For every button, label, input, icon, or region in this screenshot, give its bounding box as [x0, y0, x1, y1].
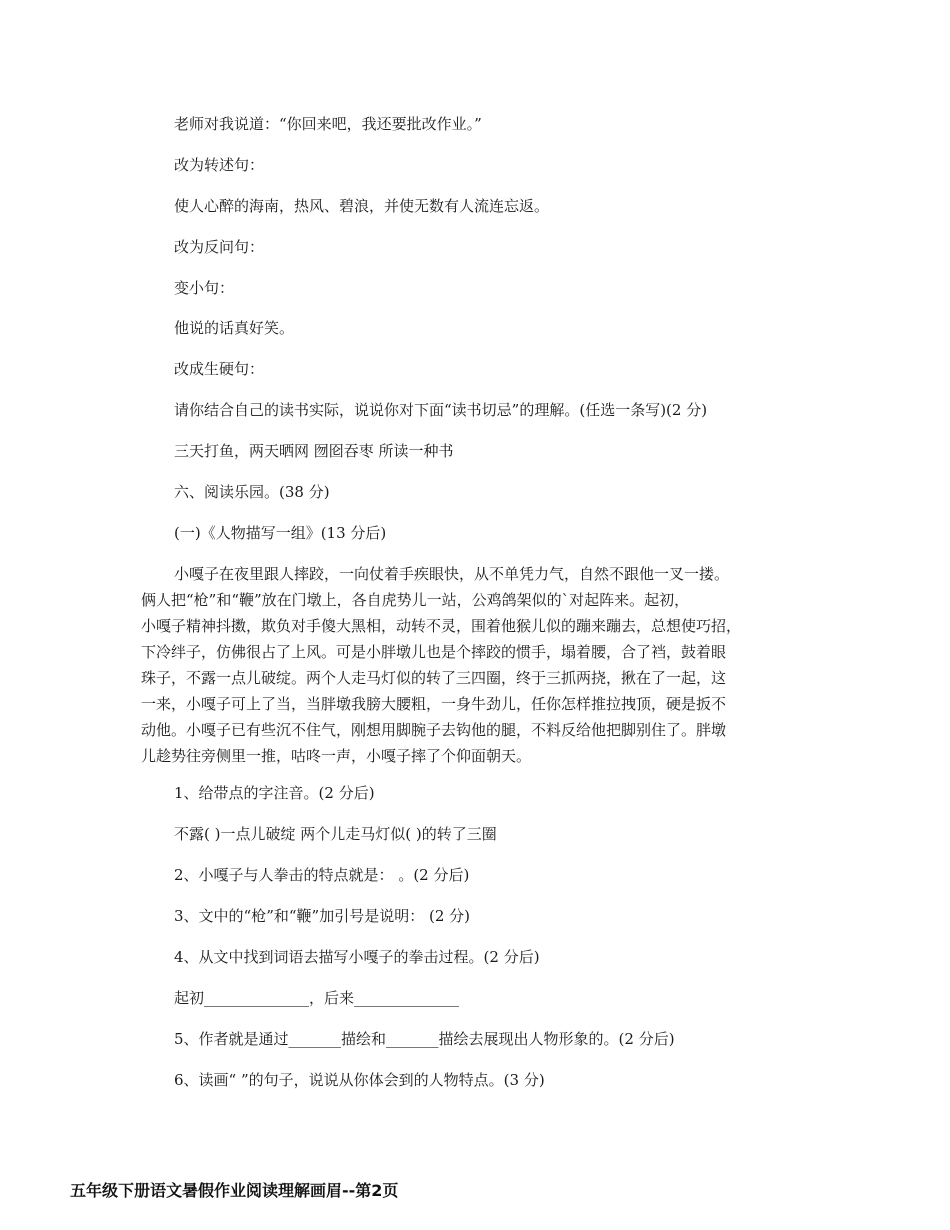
question-line: 6、读画“ ”的句子，说说从你体会到的人物特点。(3 分): [174, 1071, 545, 1089]
passage-line: 儿趁势往旁侧里一推，咕咚一声，小嘎子摔了个仰面朝天。: [141, 747, 532, 765]
question-line: 4、从文中找到词语去描写小嘎子的拳击过程。(2 分后): [174, 948, 540, 966]
reading-passage: [141, 561, 831, 769]
text-line: 改为反问句：: [174, 238, 265, 256]
text-line: 使人心醉的海南，热风、碧浪，并使无数有人流连忘返。: [174, 197, 550, 215]
passage-line: 一来，小嘎子可上了当，当胖墩我膀大腰粗，一身牛劲儿，任你怎样推拉拽顶，硬是扳不: [141, 695, 727, 713]
passage-line: 下冷绊子，仿佛很占了上风。可是小胖墩儿也是个摔跤的惯手，塌着腰，合了裆，鼓着眼: [141, 643, 727, 661]
text-line: 请你结合自己的读书实际，说说你对下面“读书切忌”的理解。(任选一条写)(2 分): [174, 401, 708, 419]
text-line: 三天打鱼，两天晒网 囫囵吞枣 所读一种书: [174, 442, 454, 460]
page-footer: 五年级下册语文暑假作业阅读理解画眉--第2页: [70, 1181, 399, 1200]
section-heading: 六、阅读乐园。(38 分): [174, 483, 330, 501]
question-line: 3、文中的“枪”和“鞭”加引号是说明： (2 分): [174, 907, 471, 925]
passage-line: 珠子，不露一点儿破绽。两个人走马灯似的转了三四圈，终于三抓两挠，揪在了一起，这: [141, 669, 727, 687]
question-line: 不露( )一点儿破绽 两个儿走马灯似( )的转了三圈: [174, 825, 497, 843]
question-line: 5、作者就是通过_______描绘和_______描绘去展现出人物形象的。(2 分后): [174, 1030, 675, 1048]
text-line: 他说的话真好笑。: [174, 319, 295, 337]
passage-line: 俩人把“枪”和“鞭”放在门墩上，各自虎势儿一站，公鸡鸽架似的`对起阵来。起初，: [141, 591, 690, 609]
text-line: 改成生硬句：: [174, 360, 265, 378]
text-line: 老师对我说道：“你回来吧，我还要批改作业。”: [174, 115, 482, 133]
question-line: 2、小嘎子与人拳击的特点就是： 。(2 分后): [174, 866, 470, 884]
passage-line: 小嘎子在夜里跟人摔跤，一向仗着手疾眼快，从不单凭力气，自然不跟他一叉一搂。: [174, 565, 730, 583]
question-line: 1、给带点的字注音。(2 分后): [174, 784, 375, 802]
passage-line: 小嘎子精神抖擞，欺负对手傻大黑相，动转不灵，围着他猴儿似的蹦来蹦去，总想使巧招，: [141, 617, 742, 635]
question-line: 起初______________，后来______________: [174, 989, 460, 1007]
text-line: 变小句：: [174, 279, 235, 297]
passage-line: 动他。小嘎子已有些沉不住气，刚想用脚腕子去钩他的腿，不料反给他把脚别住了。胖墩: [141, 721, 727, 739]
text-line: 改为转述句：: [174, 156, 265, 174]
subsection-heading: (一)《人物描写一组》(13 分后): [174, 524, 387, 542]
